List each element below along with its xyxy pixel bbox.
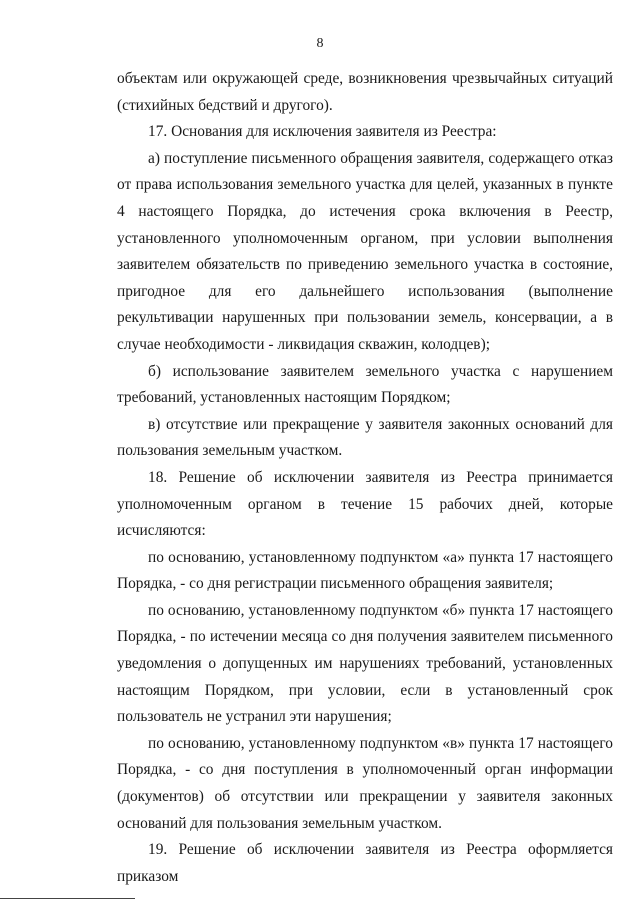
- paragraph-continuation: объектам или окружающей среде, возникновения чрезвычайных ситуаций (стихийных бедствий и другого).: [117, 70, 613, 114]
- paragraph-17-v: в) отсутствие или прекращение у заявителя законных оснований для пользования земельным участком.: [117, 415, 613, 460]
- paragraph-18-basis-a: по основанию, установленному подпунктом «а» пункта 17 настоящего Порядка, - со дня регистрации письменного обращения заявителя;: [117, 548, 613, 593]
- document-body: [117, 66, 613, 890]
- page-number: 8: [316, 36, 324, 51]
- paragraph-18-basis-b: по основанию, установленному подпунктом «б» пункта 17 настоящего Порядка, - по истечении месяца со дня получения заявителем письменного уведомления о допущенных им нарушениях требований, установленных настоящим Порядком, при условии, если в установленный срок пользователь не устранил эти нарушения;: [117, 601, 613, 726]
- paragraph-item-19: 19. Решение об исключении заявителя из Реестра оформляется приказом: [117, 841, 613, 885]
- paragraph-18-basis-v: по основанию, установленному подпунктом «в» пункта 17 настоящего Порядка, - со дня поступления в уполномоченный орган информации (документов) об отсутствии или прекращении у заявителя законных оснований для пользования земельным участком.: [117, 734, 613, 832]
- paragraph-17-b: б) использование заявителем земельного участка с нарушением требований, установленных настоящим Порядком;: [117, 362, 613, 407]
- paragraph-item-17: 17. Основания для исключения заявителя из Реестра:: [148, 123, 497, 141]
- paragraph-17-a: а) поступление письменного обращения заявителя, содержащего отказ от права использования земельного участка для целей, указанных в пункте 4 настоящего Порядка, до истечения срока включения в Реестр, установленного уполномоченным органом, при условии выполнения заявителем обязательств по приведению земельного участка в состояние, пригодное для его дальнейшего использования (выполнение рекультивации нарушенных при пользовании земель, консервации, а в случае необходимости - ликвидация скважин, колодцев);: [117, 149, 613, 353]
- paragraph-item-18: 18. Решение об исключении заявителя из Реестра принимается уполномоченным органом в течение 15 рабочих дней, которые исчисляются:: [117, 468, 613, 540]
- footnote-divider: [0, 898, 135, 899]
